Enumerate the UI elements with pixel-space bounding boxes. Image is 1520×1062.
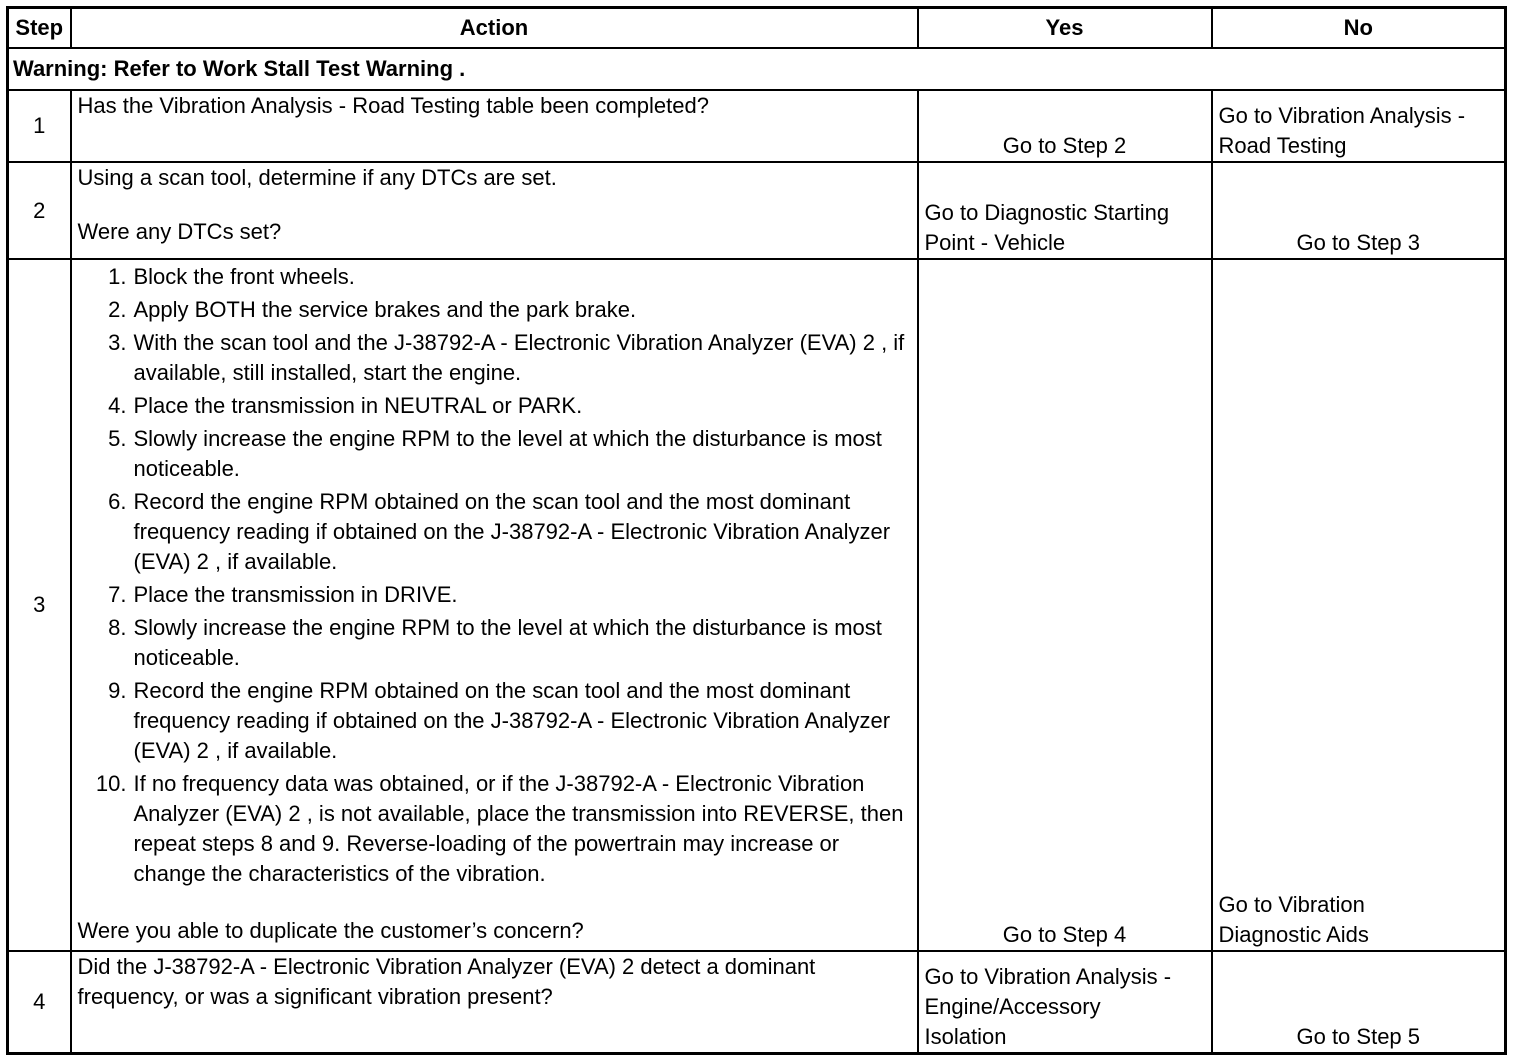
action-cell — [71, 162, 918, 259]
list-number: 1. — [108, 264, 127, 289]
header-step: Step — [8, 8, 71, 49]
no-link-line: Go to Vibration Analysis - — [1218, 103, 1466, 128]
list-text: Apply BOTH the service brakes and the park brake. — [133, 297, 637, 322]
yes-link-line: Engine/Accessory — [924, 993, 1101, 1019]
list-number: 3. — [108, 330, 127, 355]
no-link-line: Road Testing — [1218, 133, 1347, 158]
yes-link[interactable] — [925, 962, 1205, 1052]
list-item — [78, 295, 911, 325]
action-cell: Has the Vibration Analysis - Road Testing table been completed? — [71, 90, 918, 162]
list-item — [78, 328, 911, 388]
yes-link[interactable] — [925, 198, 1205, 258]
header-yes: Yes — [918, 8, 1212, 49]
table-row — [8, 90, 1506, 162]
no-link[interactable]: Go to Step 3 — [1296, 230, 1421, 255]
step-number: 1 — [8, 90, 71, 162]
list-number: 5. — [108, 426, 127, 451]
list-number: 7. — [108, 582, 127, 607]
yes-link-line: Go to Vibration Analysis - — [924, 963, 1172, 989]
no-cell — [1212, 259, 1506, 951]
warning-row — [8, 48, 1506, 90]
procedure-list — [78, 262, 911, 889]
yes-link-line: Point - Vehicle — [924, 230, 1066, 255]
list-text: Block the front wheels. — [133, 264, 355, 289]
list-number: 6. — [108, 489, 127, 514]
list-text: If no frequency data was obtained, or if the J-38792-A - Electronic Vibration Analyzer (EVA) 2 , is not available, place the transmission into REVERSE, then repeat steps 8 and 9. Reverse-loading of the powertrain may increase or change the characteristics of the vibration. — [133, 771, 904, 886]
header-row — [8, 8, 1506, 49]
header-no: No — [1212, 8, 1506, 49]
action-cell: Did the J-38792-A - Electronic Vibration Analyzer (EVA) 2 detect a dominant frequency, or was a significant vibration present? — [71, 951, 918, 1053]
warning-text: Warning: Refer to Work Stall Test Warning . — [8, 48, 1506, 90]
list-item — [78, 424, 911, 484]
yes-link[interactable]: Go to Step 2 — [1002, 133, 1127, 158]
step-number: 2 — [8, 162, 71, 259]
list-text: Place the transmission in NEUTRAL or PARK. — [133, 393, 583, 418]
list-text: Record the engine RPM obtained on the scan tool and the most dominant frequency reading if obtained on the J-38792-A - Electronic Vibration Analyzer (EVA) 2 , if available. — [133, 678, 891, 763]
action-instruction: Using a scan tool, determine if any DTCs are set. — [77, 165, 557, 190]
list-number: 10. — [95, 771, 127, 796]
yes-link-line: Go to Diagnostic Starting — [924, 200, 1170, 225]
list-text: Record the engine RPM obtained on the scan tool and the most dominant frequency reading if obtained on the J-38792-A - Electronic Vibration Analyzer (EVA) 2 , if available. — [133, 489, 891, 574]
step-number: 3 — [8, 259, 71, 951]
list-text: With the scan tool and the J-38792-A - Electronic Vibration Analyzer (EVA) 2 , if available, still installed, start the engine. — [133, 330, 905, 385]
action-question: Were you able to duplicate the customer’s concern? — [77, 918, 584, 943]
list-number: 2. — [108, 297, 127, 322]
list-item — [78, 676, 911, 766]
list-number: 4. — [108, 393, 127, 418]
yes-cell — [918, 162, 1212, 259]
diagnostic-table — [6, 6, 1507, 1055]
list-number: 9. — [108, 678, 127, 703]
action-question: Were any DTCs set? — [77, 219, 282, 244]
list-text: Slowly increase the engine RPM to the level at which the disturbance is most noticeable. — [133, 615, 882, 670]
no-cell — [1212, 90, 1506, 162]
yes-link[interactable]: Go to Step 4 — [1002, 922, 1127, 947]
list-item — [78, 580, 911, 610]
no-link-line: Diagnostic Aids — [1218, 922, 1369, 947]
no-cell — [1212, 162, 1506, 259]
yes-cell — [918, 90, 1212, 162]
no-cell — [1212, 951, 1506, 1053]
yes-cell — [918, 951, 1212, 1053]
list-text: Slowly increase the engine RPM to the level at which the disturbance is most noticeable. — [133, 426, 882, 481]
header-action: Action — [71, 8, 918, 49]
list-item — [78, 487, 911, 577]
list-text: Place the transmission in DRIVE. — [133, 582, 458, 607]
table-row — [8, 259, 1506, 951]
yes-link-line: Isolation — [924, 1023, 1007, 1049]
list-number: 8. — [108, 615, 127, 640]
no-link-line: Go to Vibration — [1218, 892, 1365, 917]
step-number: 4 — [8, 951, 71, 1053]
no-link[interactable] — [1219, 101, 1499, 161]
no-link[interactable] — [1219, 890, 1499, 950]
no-link[interactable]: Go to Step 5 — [1296, 1023, 1421, 1049]
action-cell — [71, 259, 918, 951]
list-item — [78, 391, 911, 421]
list-item — [78, 769, 911, 889]
yes-cell — [918, 259, 1212, 951]
table-row — [8, 951, 1506, 1053]
list-item — [78, 262, 911, 292]
table-row — [8, 162, 1506, 259]
list-item — [78, 613, 911, 673]
